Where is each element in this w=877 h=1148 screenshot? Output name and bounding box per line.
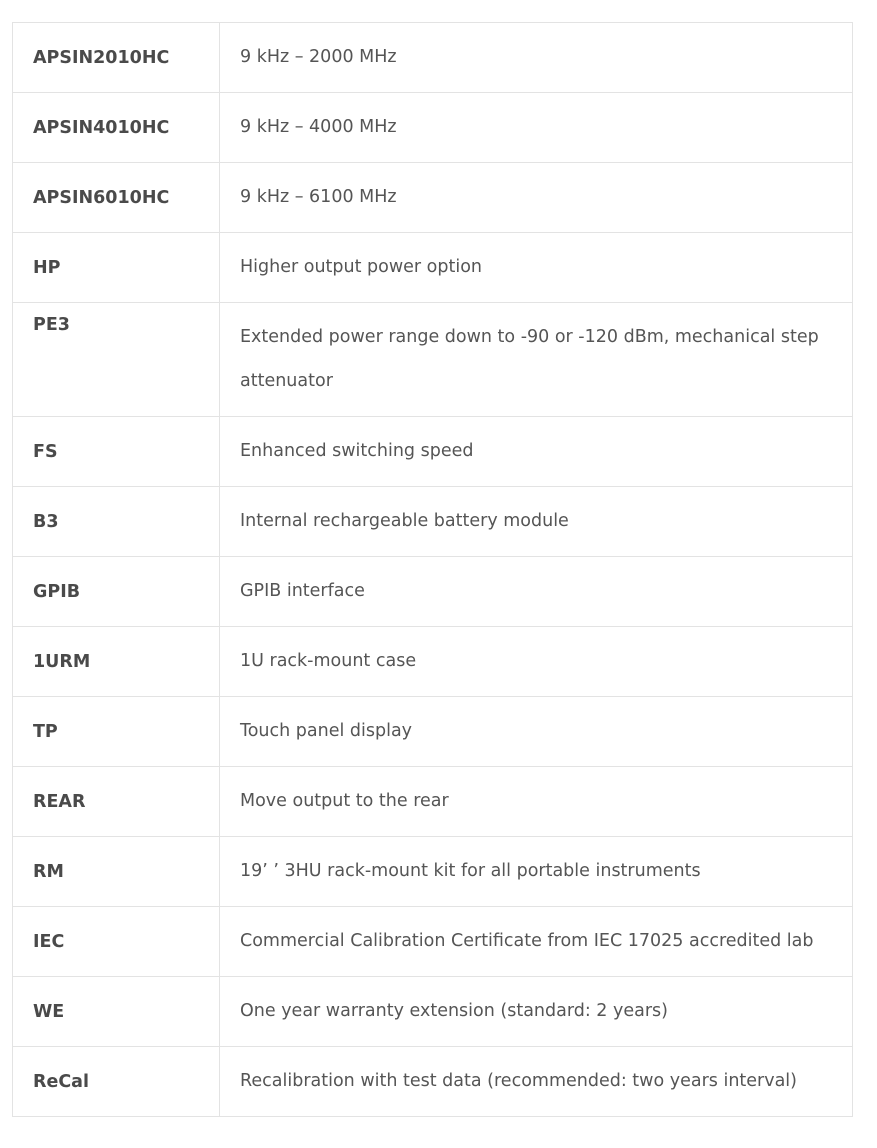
option-code: APSIN2010HC: [13, 23, 220, 93]
option-description: 9 kHz – 4000 MHz: [220, 93, 853, 163]
option-code: APSIN6010HC: [13, 163, 220, 233]
option-code: B3: [13, 487, 220, 557]
option-description: Recalibration with test data (recommended: two years interval): [220, 1047, 853, 1117]
table-row: [13, 417, 853, 487]
options-table: [12, 22, 853, 1117]
option-description: Internal rechargeable battery module: [220, 487, 853, 557]
option-code: APSIN4010HC: [13, 93, 220, 163]
table-row: [13, 1047, 853, 1117]
option-description: Commercial Calibration Certificate from IEC 17025 accredited lab: [220, 907, 853, 977]
option-code: HP: [13, 233, 220, 303]
option-description: Higher output power option: [220, 233, 853, 303]
option-description: Extended power range down to -90 or -120 dBm, mechanical step attenuator: [220, 303, 853, 417]
option-description: 9 kHz – 6100 MHz: [220, 163, 853, 233]
option-description: 9 kHz – 2000 MHz: [220, 23, 853, 93]
option-description: GPIB interface: [220, 557, 853, 627]
option-description: One year warranty extension (standard: 2 years): [220, 977, 853, 1047]
option-description: 19’ ’ 3HU rack-mount kit for all portable instruments: [220, 837, 853, 907]
option-description: 1U rack-mount case: [220, 627, 853, 697]
option-description: Touch panel display: [220, 697, 853, 767]
table-row: [13, 303, 853, 417]
option-code: FS: [13, 417, 220, 487]
table-row: [13, 837, 853, 907]
option-code: WE: [13, 977, 220, 1047]
option-code: PE3: [13, 303, 220, 417]
table-row: [13, 627, 853, 697]
option-code: IEC: [13, 907, 220, 977]
table-row: [13, 487, 853, 557]
option-description: Enhanced switching speed: [220, 417, 853, 487]
option-description: Move output to the rear: [220, 767, 853, 837]
table-row: [13, 23, 853, 93]
option-code: REAR: [13, 767, 220, 837]
table-row: [13, 93, 853, 163]
table-row: [13, 557, 853, 627]
table-row: [13, 163, 853, 233]
option-code: GPIB: [13, 557, 220, 627]
table-row: [13, 767, 853, 837]
option-code: ReCal: [13, 1047, 220, 1117]
table-row: [13, 907, 853, 977]
table-row: [13, 697, 853, 767]
option-code: TP: [13, 697, 220, 767]
option-code: RM: [13, 837, 220, 907]
option-code: 1URM: [13, 627, 220, 697]
table-row: [13, 233, 853, 303]
table-row: [13, 977, 853, 1047]
